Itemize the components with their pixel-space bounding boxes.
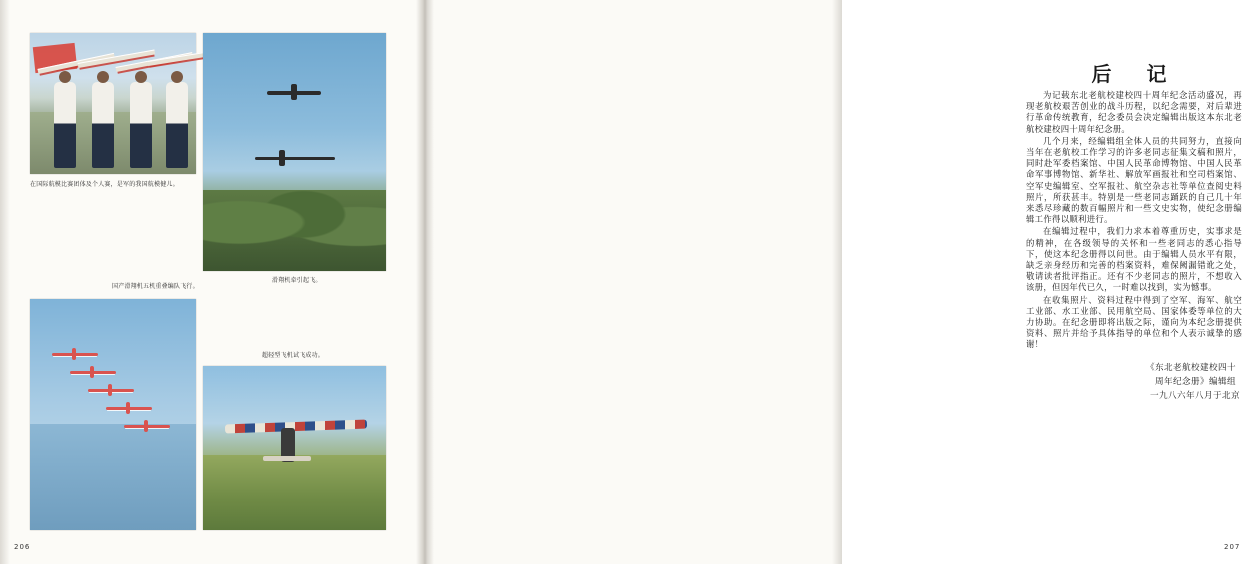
photo-formation-plane [88,389,134,392]
photo-person [130,82,152,168]
photo-person [54,82,76,168]
article-paragraphs [1026,90,1242,352]
book-gutter [416,0,434,564]
ultralight-photo [203,366,386,530]
signature-line-2: 周年纪念册》编辑组 [1155,376,1236,387]
photo-field [203,455,386,530]
signature-line-1: 《东北老航校建校四十 [1146,362,1236,373]
paragraph: 在编辑过程中，我们力求本着尊重历史，实事求是的精神，在各级领导的关怀和一些老同志的悉心指导下，使这本纪念册得以问世。由于编辑人员水平有限，缺乏亲身经历和完善的档案资料，难保阙漏错讹之处，敬请读者批评指正。还有不少老同志的照片，不想收入该册，但因年代已久，一时难以找到，实为憾事。 [1026,226,1242,293]
right-edge-shadow [832,0,842,564]
right-page [424,0,1242,564]
team-photo [30,33,196,174]
paragraph: 在收集照片、资料过程中得到了空军、海军、航空工业部、水工业部、民用航空局、国家体委等单位的大力协助。在纪念册即将出版之际，谨向为本纪念册提供资料、照片并给予具体指导的单位和个人表示诚挚的感谢！ [1026,294,1242,350]
photo-glider [255,157,335,160]
photo-ultralight-wing [225,420,367,434]
page-number-right: 207 [1224,543,1241,551]
photo-formation-plane [124,425,170,428]
team-photo-caption: 在国际航模比赛团体及个人赛，是军的我国航模健儿。 [30,181,179,188]
ultralight-photo-caption: 超轻型飞机试飞成功。 [262,352,325,359]
signature-date: 一九八六年八月于北京 [1150,390,1240,401]
photo-formation-plane [70,371,116,374]
left-page [0,0,424,564]
photo-treeline [203,190,386,271]
photo-person [92,82,114,168]
paragraph: 几个月来，经编辑组全体人员的共同努力，直接向当年在老航校工作学习的许多老同志征集文稿和照片，同时赴军委档案馆、中国人民革命博物馆、中国人民革命军事博物馆、新华社、解放军画报社和空司档案馆、空军史编辑室、空军报社、航空杂志社等单位查阅史料照片，所获甚丰。特别是一些老同志踊跃的自己几十年来悉尽珍藏的数百幅照片和一些文史实物，使纪念册编辑工作得以顺利进行。 [1026,135,1242,225]
photo-formation-plane [52,353,98,356]
photo-ultralight-tail [263,456,311,461]
signature-block [1026,361,1242,403]
page-title: 后 记 [1091,62,1181,86]
left-edge-shadow [0,0,10,564]
photo-sea [30,424,196,530]
photo-person [166,82,188,168]
photo-tow-plane [267,91,321,95]
photo-formation-plane [106,407,152,410]
formation-photo [30,299,196,530]
paragraph: 为记载东北老航校建校四十周年纪念活动盛况，再现老航校艰苦创业的战斗历程，以纪念需要，对后辈进行革命传统教育，纪念委员会决定编辑出版这本东北老航校建校四十周年纪念册。 [1026,90,1242,134]
page-number-left: 206 [14,543,31,551]
glider-tow-photo [203,33,386,271]
article-body [1024,90,1242,510]
formation-photo-caption: 国产滑翔机五机重叠编队飞行。 [112,283,199,290]
glider-tow-photo-caption: 滑翔机牵引起飞。 [272,277,322,284]
